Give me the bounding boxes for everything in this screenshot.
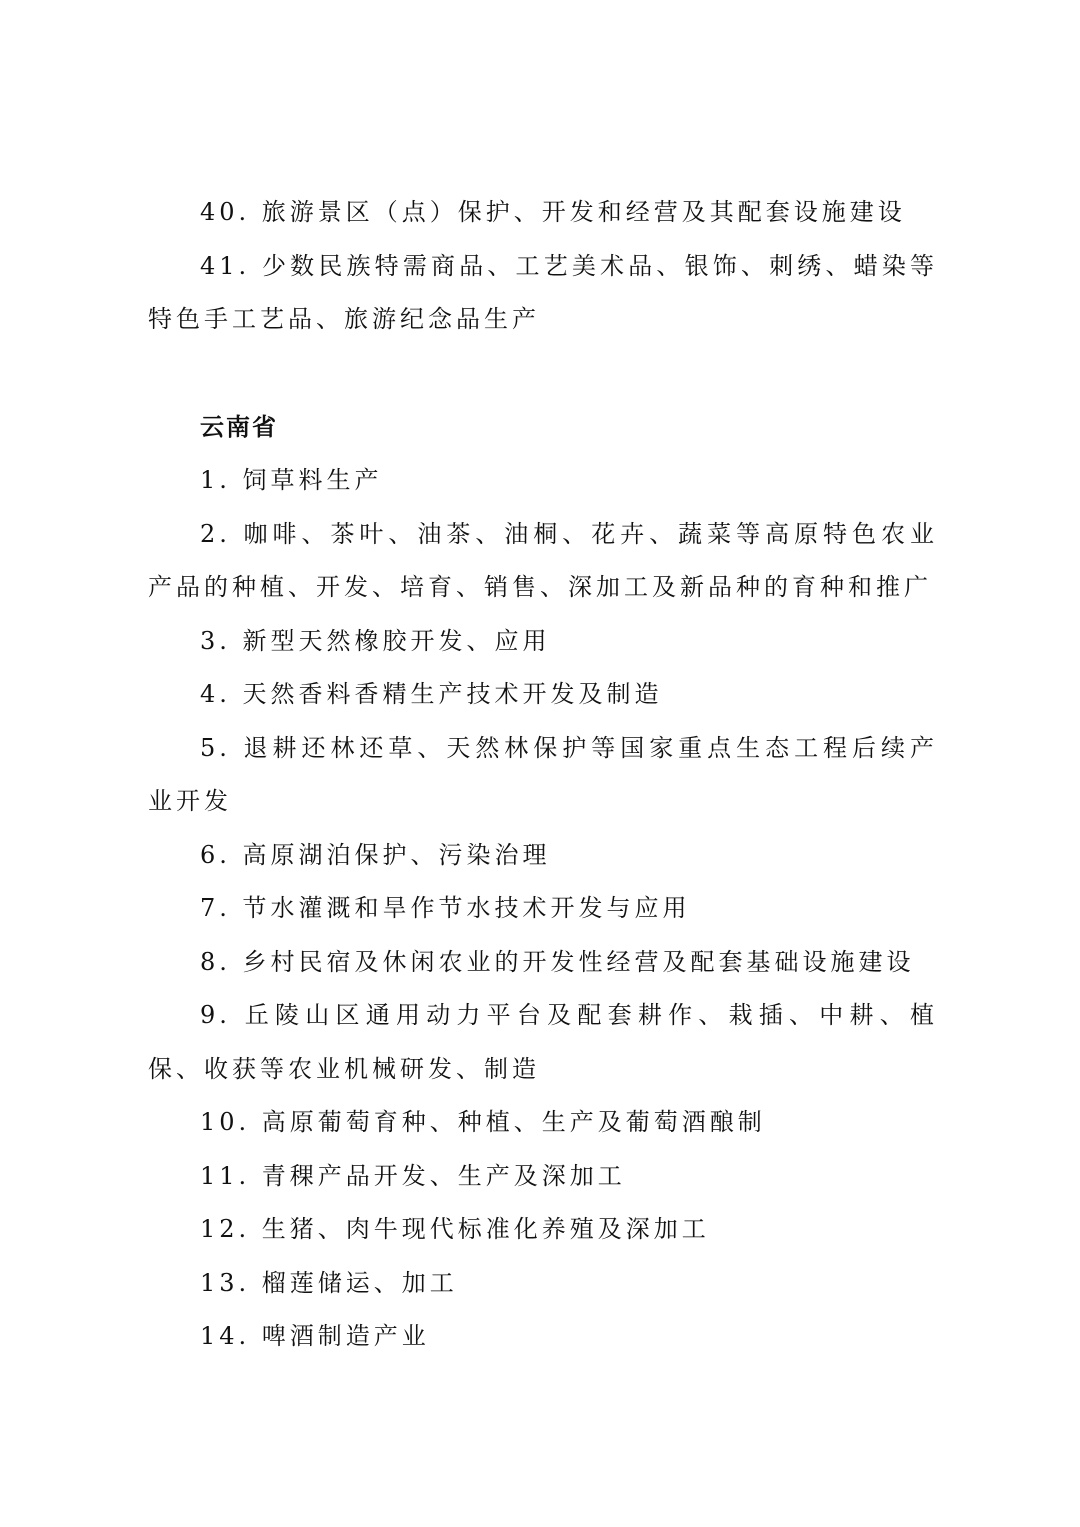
list-item: 1. 饲草料生产 xyxy=(200,466,383,494)
list-item: 8. 乡村民宿及休闲农业的开发性经营及配套基础设施建设 xyxy=(200,947,915,976)
list-item: 3. 新型天然橡胶开发、应用 xyxy=(200,626,551,655)
list-item: 40. 旅游景区（点）保护、开发和经营及其配套设施建设 xyxy=(200,198,906,226)
list-item: 14. 啤酒制造产业 xyxy=(200,1322,430,1350)
list-item: 2. 咖啡、茶叶、油茶、油桐、花卉、蔬菜等高原特色农业产品的种植、开发、培育、销售、深加工及新品种的育种和推广 xyxy=(148,519,938,601)
list-item: 5. 退耕还林还草、天然林保护等国家重点生态工程后续产业开发 xyxy=(148,733,938,815)
document-body xyxy=(148,186,938,1364)
list-item: 11. 青稞产品开发、生产及深加工 xyxy=(200,1161,626,1190)
section-heading: 云南省 xyxy=(200,412,278,441)
list-item: 12. 生猪、肉牛现代标准化养殖及深加工 xyxy=(200,1215,710,1243)
list-item: 10. 高原葡萄育种、种植、生产及葡萄酒酿制 xyxy=(200,1108,766,1136)
list-item: 9. 丘陵山区通用动力平台及配套耕作、栽插、中耕、植保、收获等农业机械研发、制造 xyxy=(148,1001,938,1083)
list-item: 4. 天然香料香精生产技术开发及制造 xyxy=(200,680,663,708)
list-item: 41. 少数民族特需商品、工艺美术品、银饰、刺绣、蜡染等特色手工艺品、旅游纪念品生产 xyxy=(148,251,938,333)
list-item: 7. 节水灌溉和旱作节水技术开发与应用 xyxy=(200,894,691,922)
list-item: 6. 高原湖泊保护、污染治理 xyxy=(200,840,551,869)
list-item: 13. 榴莲储运、加工 xyxy=(200,1268,458,1297)
